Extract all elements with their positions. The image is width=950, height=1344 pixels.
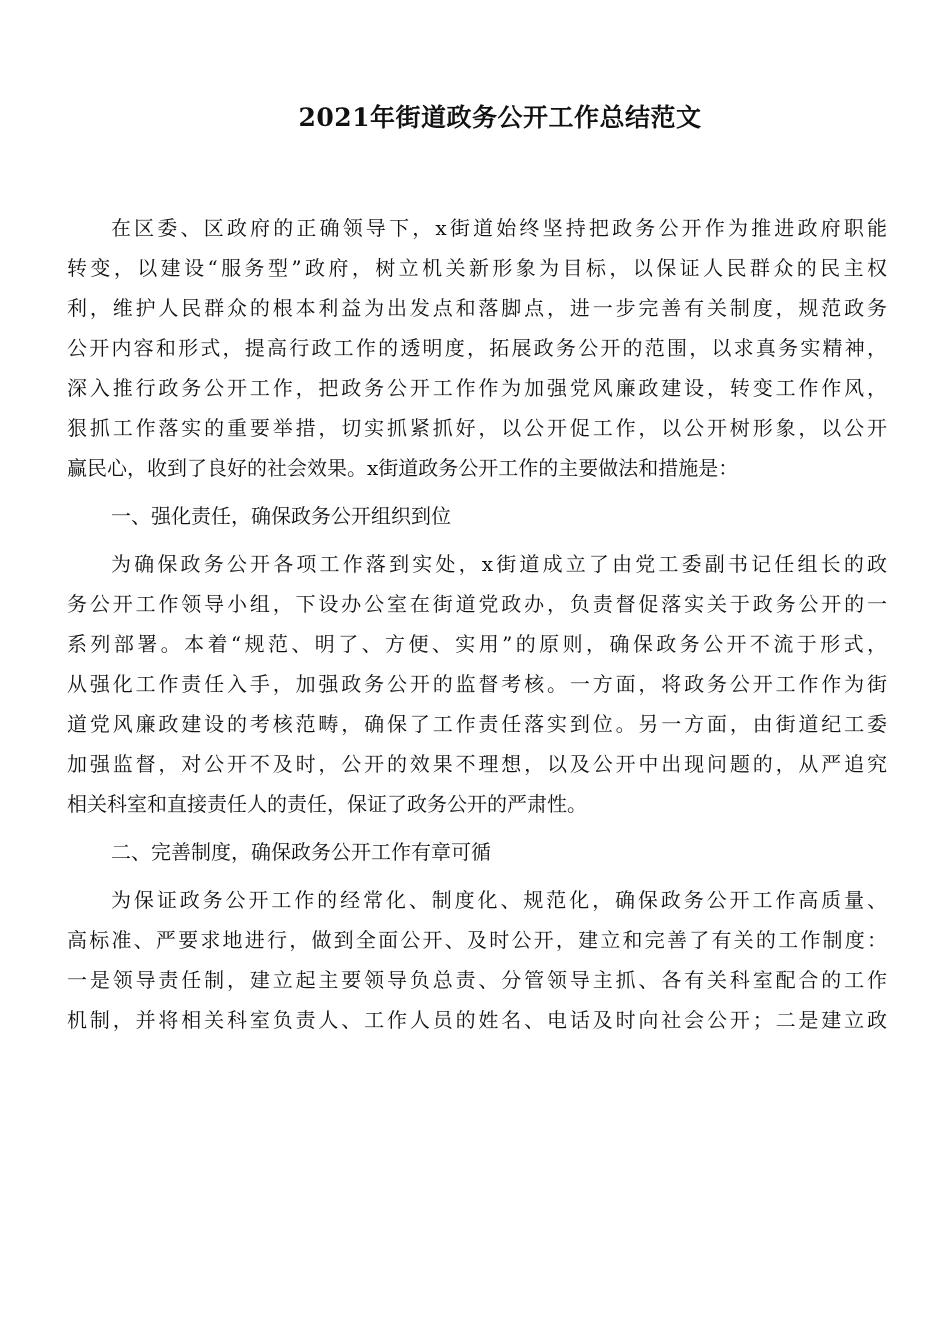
paragraph xyxy=(67,544,887,824)
text-line: 利，维护人民群众的根本利益为出发点和落脚点，进一步完善有关制度，规范政务 xyxy=(67,296,887,320)
text-line: 在区委、区政府的正确领导下，x街道始终坚持把政务公开作为推进政府职能 xyxy=(111,216,887,240)
paragraph xyxy=(67,208,887,488)
text-line: 为确保政务公开各项工作落到实处，x街道成立了由党工委副书记任组长的政 xyxy=(111,552,887,576)
heading-text: 二、完善制度，确保政务公开工作有章可循 xyxy=(111,840,491,864)
text-line: 为保证政务公开工作的经常化、制度化、规范化，确保政务公开工作高质量、 xyxy=(111,888,887,912)
document-body xyxy=(67,208,887,1048)
text-line: 狠抓工作落实的重要举措，切实抓紧抓好，以公开促工作，以公开树形象，以公开 xyxy=(67,416,887,440)
paragraph xyxy=(67,880,887,1040)
text-line: 高标准、严要求地进行，做到全面公开、及时公开，建立和完善了有关的工作制度： xyxy=(67,928,887,952)
text-line: 转变，以建设“服务型”政府，树立机关新形象为目标，以保证人民群众的民主权 xyxy=(67,256,887,280)
text-line: 赢民心，收到了良好的社会效果。x街道政务公开工作的主要做法和措施是： xyxy=(67,456,739,480)
text-line: 机制，并将相关科室负责人、工作人员的姓名、电话及时向社会公开；二是建立政 xyxy=(67,1008,887,1032)
text-line: 加强监督，对公开不及时，公开的效果不理想，以及公开中出现问题的，从严追究 xyxy=(67,752,887,776)
text-line: 道党风廉政建设的考核范畴，确保了工作责任落实到位。另一方面，由街道纪工委 xyxy=(67,712,887,736)
text-line: 相关科室和直接责任人的责任，保证了政务公开的严肃性。 xyxy=(67,792,587,816)
text-line: 一是领导责任制，建立起主要领导负总责、分管领导主抓、各有关科室配合的工作 xyxy=(67,968,887,992)
section-heading xyxy=(67,832,887,872)
text-line: 系列部署。本着“规范、明了、方便、实用”的原则，确保政务公开不流于形式， xyxy=(67,632,887,656)
text-line: 深入推行政务公开工作，把政务公开工作作为加强党风廉政建设，转变工作作风， xyxy=(67,376,887,400)
document-title: 2021年街道政务公开工作总结范文 xyxy=(298,103,702,132)
section-heading xyxy=(67,496,887,536)
text-line: 从强化工作责任入手，加强政务公开的监督考核。一方面，将政务公开工作作为街 xyxy=(67,672,887,696)
text-line: 公开内容和形式，提高行政工作的透明度，拓展政务公开的范围，以求真务实精神， xyxy=(67,336,887,360)
text-line: 务公开工作领导小组，下设办公室在街道党政办，负责督促落实关于政务公开的一 xyxy=(67,592,887,616)
heading-text: 一、强化责任，确保政务公开组织到位 xyxy=(111,504,451,528)
